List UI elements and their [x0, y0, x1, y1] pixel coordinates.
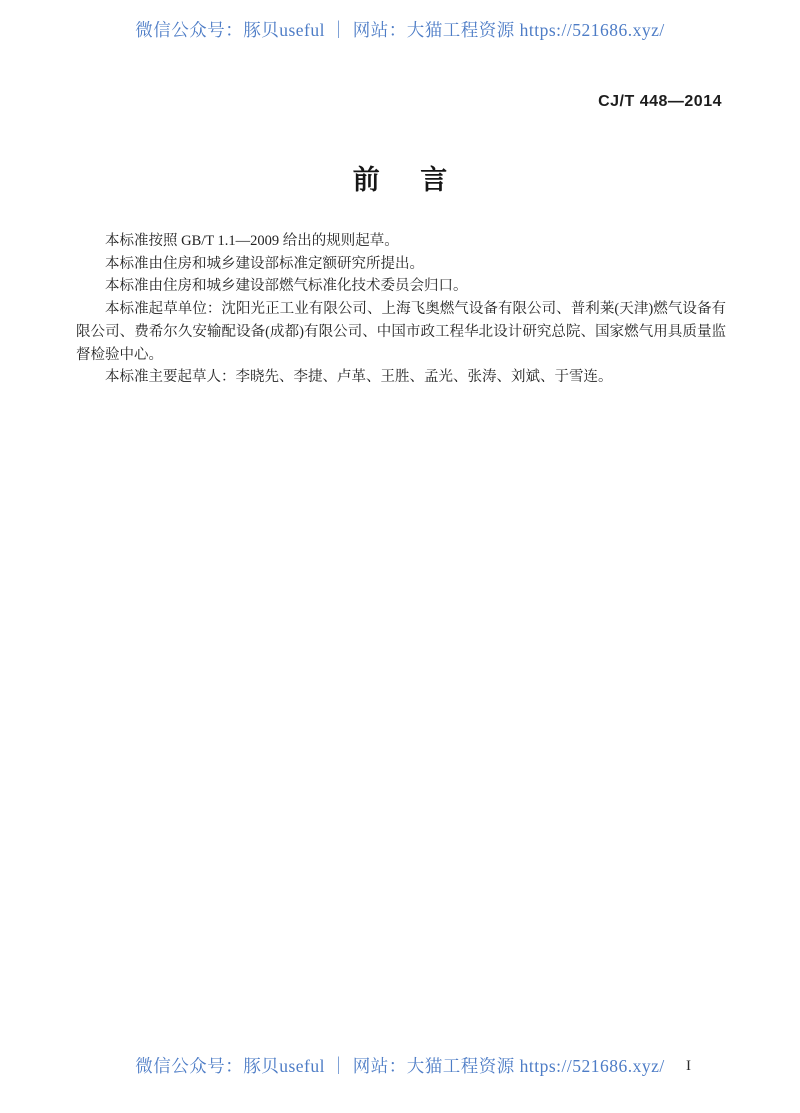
paragraph-drafting-rule: 本标准按照 GB/T 1.1—2009 给出的规则起草。 [105, 233, 399, 249]
paragraph-centralized-by: 本标准由住房和城乡建设部燃气标准化技术委员会归口。 [105, 278, 468, 295]
watermark-top: 微信公众号：豚贝useful ｜ 网站：大猫工程资源 https://521686.xyz/ [135, 20, 665, 40]
paragraph-proposed-by: 本标准由住房和城乡建设部标准定额研究所提出。 [105, 255, 424, 272]
standard-code: CJ/T 448—2014 [598, 93, 722, 110]
page-title: 前言 [352, 165, 488, 195]
foreword-body [76, 230, 726, 389]
paragraph-drafting-organizations: 本标准起草单位：沈阳光正工业有限公司、上海飞奥燃气设备有限公司、普利莱(天津)燃气设备有限公司、费希尔久安输配设备(成都)有限公司、中国市政工程华北设计研究总院、国家燃气用具质量监督检验中心。 [76, 301, 726, 363]
watermark-bottom: 微信公众号：豚贝useful ｜ 网站：大猫工程资源 https://521686.xyz/ [135, 1056, 665, 1076]
paragraph-main-drafters: 本标准主要起草人：李晓先、李捷、卢革、王胜、孟光、张涛、刘斌、于雪连。 [105, 369, 613, 386]
page-number: I [686, 1058, 691, 1074]
